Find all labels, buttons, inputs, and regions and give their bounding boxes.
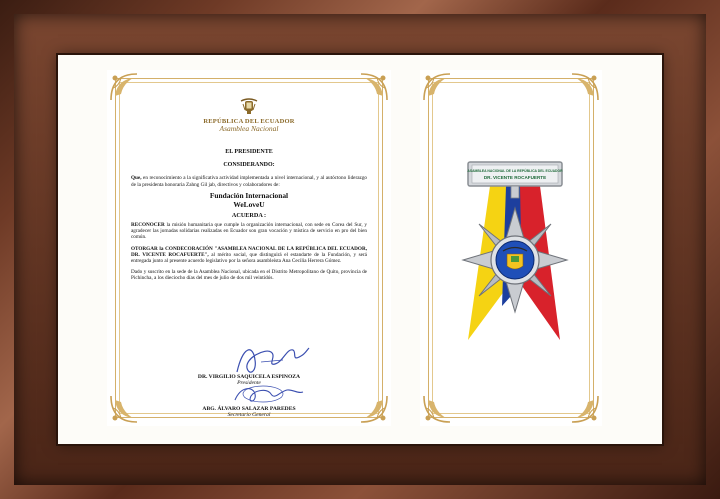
plate-line-2: DR. VICENTE ROCAFUERTE [483,175,547,180]
reconocer-label: RECONOCER [131,222,165,229]
signature-icon [231,342,311,378]
signer-1-name: DR. VIRGILIO SAQUICELA ESPINOZA [197,374,301,380]
medal-icon [460,156,570,346]
ornament-icon [422,394,452,424]
plate-line-1: ASAMBLEA NACIONAL DE LA REPÚBLICA DEL ECUADOR [467,169,563,173]
foundation-sub: WeLoveU [233,199,265,209]
reconocer-text: la misión humanitaria que cumple la organización internacional, con sede en Corea del Sur, y agradecer las jornadas solidarias realizadas en Ecuador son gran vocación y mística de servicio en pro del bien común. [131,222,368,241]
acuerda-heading: ACUERDA : [231,211,267,219]
signature-block [131,338,367,418]
que-label: Que, [131,175,142,182]
otorgar-label: OTORGAR la CONDECORACIÓN "ASAMBLEA NACIONAL DE LA REPÚBLICA DEL ECUADOR, DR. VICENTE ROCAFUERTE", [131,245,367,258]
considering-heading: CONSIDERANDO: [223,162,275,169]
signer-1-role: Presidente [237,380,261,386]
otorgar-text: al mérito social, que distinguirá el estandarte de la Fundación, y será entregada junto al presente acuerdo legislativo por la señora asambleísta Ana Cecilia Herrera Gómez. [131,251,367,265]
medal-panel [420,70,602,426]
coat-of-arms-icon [239,96,259,116]
doc-title: EL PRESIDENTE [225,149,273,155]
foundation-name: Fundación Internacional [209,190,289,200]
assembly-heading: Asamblea Nacional [219,124,279,133]
ornament-icon [570,394,600,424]
closing-paragraph: Dado y suscrito en la sede de la Asamblea Nacional, ubicada en el Distrito Metropolitano de Quito, provincia de Pichincha, a los dieciocho días del mes de julio de dos mil veintidós. [131,269,367,282]
ornament-icon [422,72,452,102]
signer-2-name: ABG. ÁLVARO SALAZAR PAREDES [202,406,296,412]
certificate-panel [107,70,391,426]
que-paragraph [131,175,367,187]
ornament-icon [570,72,600,102]
signer-2-role: Secretario General [227,412,271,418]
republic-heading: REPÚBLICA DEL ECUADOR [203,118,295,125]
signature-icon [227,382,307,406]
certificate-text [131,96,367,282]
que-text: en reconocimiento a la significativa actividad implementada a nivel internacional, y al autóctono liderazgo de la presidenta honoraria Zahng Gil jab, directivos y colaboradores de: [131,175,368,188]
otorgar-paragraph [131,246,367,265]
reconocer-paragraph [131,222,367,241]
medal [460,156,570,346]
